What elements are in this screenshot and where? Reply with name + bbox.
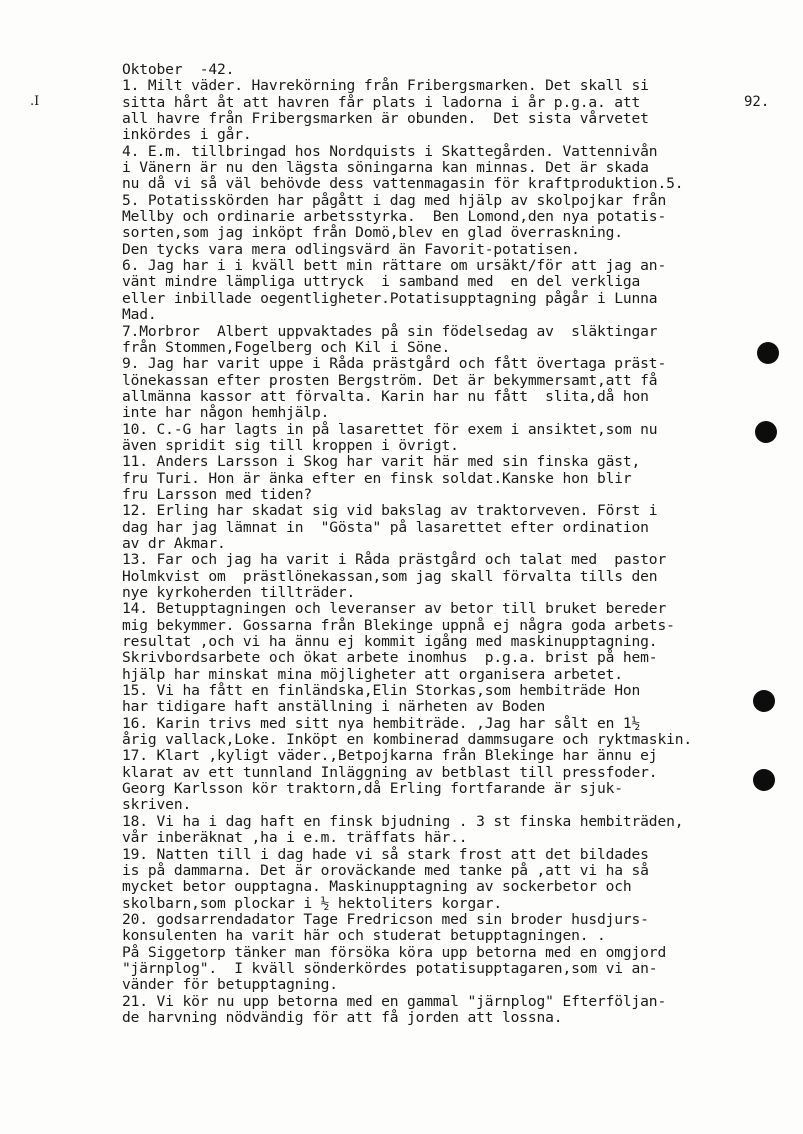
text-line: inkördes i går. bbox=[122, 126, 252, 144]
text-line: mycket betor oupptagna. Maskinupptagning av sockerbetor och bbox=[122, 878, 632, 896]
text-line: vår inberäknat ,ha i e.m. träffats här.. bbox=[122, 829, 468, 847]
text-line: 5. Potatisskörden har pågått i dag med hjälp av skolpojkar från bbox=[122, 191, 667, 209]
text-line: 7.Morbror Albert uppvaktades på sin födelsedag av släktingar bbox=[122, 322, 658, 340]
text-line: På Siggetorp tänker man försöka köra upp betorna med en omgjord bbox=[122, 943, 667, 961]
text-line: vänder för betupptagning. bbox=[122, 976, 338, 994]
text-line: har tidigare haft anställning i närheten av Boden bbox=[122, 698, 546, 716]
text-line: 6. Jag har i i kväll bett min rättare om ursäkt/för att jag an- bbox=[122, 257, 667, 275]
text-line: 19. Natten till i dag hade vi så stark frost att det bildades bbox=[122, 845, 649, 863]
text-line: de harvning nödvändig för att få jorden att lossna. bbox=[122, 1008, 563, 1026]
text-line: av dr Akmar. bbox=[122, 534, 226, 552]
text-line: allmänna kassor att förvalta. Karin har nu fått slita,då hon bbox=[122, 387, 649, 405]
text-line: 15. Vi ha fått en finländska,Elin Storkas,som hembiträde Hon bbox=[122, 682, 641, 700]
text-line: sorten,som jag inköpt från Domö,blev en glad överraskning. bbox=[122, 224, 623, 242]
punch-hole bbox=[753, 690, 775, 712]
margin-mark: .I bbox=[30, 94, 40, 109]
text-line: 17. Klart ,kyligt väder.,Betpojkarna från Blekinge har ännu ej bbox=[122, 747, 658, 765]
text-line: is på dammarna. Det är oroväckande med tanke på ,att vi ha så bbox=[122, 861, 649, 879]
text-line: i Vänern är nu den lägsta söningarna kan minnas. Det är skada bbox=[122, 159, 649, 177]
diary-text bbox=[122, 62, 772, 1026]
text-line: Den tycks vara mera odlingsvärd än Favorit-potatisen. bbox=[122, 240, 580, 258]
text-line: hjälp har minskat mina möjligheter att organisera arbetet. bbox=[122, 665, 623, 683]
text-line: Mellby och ordinarie arbetsstyrka. Ben Lomond,den nya potatis- bbox=[122, 208, 667, 226]
text-line: 10. C.-G har lagts in på lasarettet för exem i ansiktet,som nu bbox=[122, 420, 658, 438]
text-line: nye kyrkoherden tillträder. bbox=[122, 584, 356, 601]
text-line: inte har någon hemhjälp. bbox=[122, 404, 330, 422]
text-line: vänt mindre lämpliga uttryck i samband med en del verkliga bbox=[122, 273, 641, 291]
text-line: fru Turi. Hon är änka efter en finsk soldat.Kanske hon blir bbox=[122, 469, 632, 487]
text-line: all havre från Fribergsmarken är obunden. Det sista vårvetet bbox=[122, 110, 649, 128]
text-line: 1. Milt väder. Havrekörning från Fribergsmarken. Det skall si bbox=[122, 77, 649, 95]
text-line: resultat ,och vi ha ännu ej kommit igång med maskinupptagning. bbox=[122, 633, 658, 651]
text-line: skolbarn,som plockar i ½ hektoliters korgar. bbox=[122, 894, 502, 912]
text-line: från Stommen,Fogelberg och Kil i Söne. bbox=[122, 338, 451, 356]
text-line: mig bekymmer. Gossarna från Blekinge uppnå ej några goda arbets- bbox=[122, 616, 675, 634]
text-line: 12. Erling har skadat sig vid bakslag av traktorveven. Först i bbox=[122, 502, 658, 520]
text-line: nu då vi så väl behövde dess vattenmagasin för kraftproduktion.5. bbox=[122, 175, 684, 193]
text-line: lönekassan efter prosten Bergström. Det är bekymmersamt,att få bbox=[122, 371, 658, 389]
text-line: 21. Vi kör nu upp betorna med en gammal "järnplog" Efterföljan- bbox=[122, 992, 667, 1010]
punch-hole bbox=[755, 421, 777, 443]
text-line: 14. Betupptagningen och leveranser av betor till bruket bereder bbox=[122, 600, 667, 618]
text-line: 11. Anders Larsson i Skog har varit här med sin finska gäst, bbox=[122, 453, 641, 471]
page-number: 92. bbox=[744, 94, 770, 110]
text-line: Mad. bbox=[122, 306, 157, 324]
text-line: konsulenten ha varit här och studerat betupptagningen. . bbox=[122, 927, 606, 945]
text-line: 13. Far och jag ha varit i Råda prästgård och talat med pastor bbox=[122, 551, 667, 569]
text-line: skriven. bbox=[122, 796, 192, 814]
punch-hole bbox=[757, 342, 779, 364]
text-line: Georg Karlsson kör traktorn,då Erling fortfarande är sjuk- bbox=[122, 780, 623, 798]
text-line: fru Larsson med tiden? bbox=[122, 485, 312, 503]
text-line: 16. Karin trivs med sitt nya hembiträde. ,Jag har sålt en 1½ bbox=[122, 714, 641, 732]
text-line: Skrivbordsarbete och ökat arbete inomhus p.g.a. brist på hem- bbox=[122, 649, 658, 667]
punch-hole bbox=[753, 769, 775, 791]
text-line: eller inbillade oegentligheter.Potatisupptagning pågår i Lunna bbox=[122, 289, 658, 307]
text-line: även spridit sig till kroppen i övrigt. bbox=[122, 436, 459, 454]
text-line: 20. godsarrendadator Tage Fredricson med sin broder husdjurs- bbox=[122, 910, 649, 928]
text-line: 9. Jag har varit uppe i Råda prästgård och fått övertaga präst- bbox=[122, 355, 667, 373]
text-line: 18. Vi ha i dag haft en finsk bjudning . 3 st finska hembiträden, bbox=[122, 812, 684, 830]
text-line: "järnplog". I kväll sönderkördes potatisupptagaren,som vi an- bbox=[122, 959, 658, 977]
text-line: årig vallack,Loke. Inköpt en kombinerad dammsugare och ryktmaskin. bbox=[122, 731, 692, 749]
text-line: sitta hårt åt att havren får plats i ladorna i år p.g.a. att bbox=[122, 93, 641, 111]
text-line: Holmkvist om prästlönekassan,som jag skall förvalta tills den bbox=[122, 567, 658, 585]
text-line: Oktober -42. bbox=[122, 61, 235, 78]
text-line: 4. E.m. tillbringad hos Nordquists i Skattegården. Vattennivån bbox=[122, 142, 658, 160]
text-line: klarat av ett tunnland Inläggning av betblast till pressfoder. bbox=[122, 763, 658, 781]
text-line: dag har jag lämnat in "Gösta" på lasarettet efter ordination bbox=[122, 518, 649, 536]
